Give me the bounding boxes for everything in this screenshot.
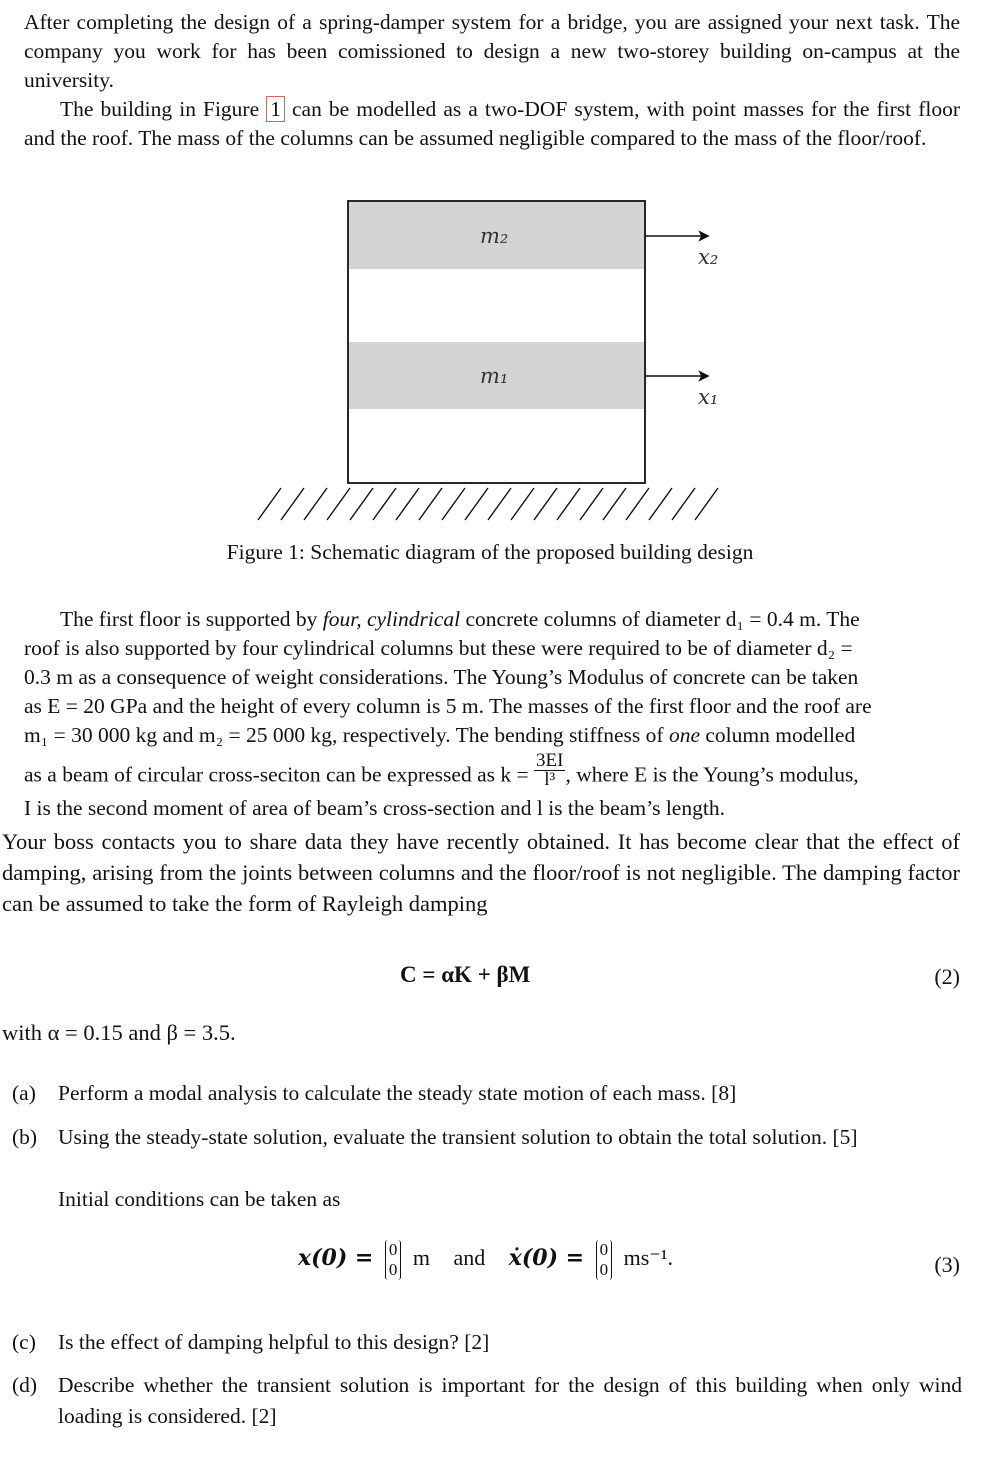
x2-arrow: [645, 232, 708, 240]
x2-label: x₂: [698, 245, 719, 269]
initial-conditions-intro: [12, 1184, 962, 1216]
vector-entry: 0: [599, 1260, 609, 1279]
question-c: [12, 1327, 962, 1359]
columns-line-5: [24, 721, 960, 750]
stiffness-fraction: [534, 752, 565, 789]
stiffness-text: , where E is the Young’s modulus,: [565, 762, 859, 787]
building-text-a: The building in Figure: [60, 97, 267, 121]
question-d: [12, 1370, 962, 1434]
columns-line-4: as E = 20 GPa and the height of every column is 5 m. The masses of the first floor and the roof are: [24, 694, 872, 718]
figure-reference-link[interactable]: 1: [266, 96, 285, 122]
ground-hatch: [258, 488, 718, 520]
x1-label: x₁: [698, 385, 719, 409]
vector-entry: 0: [388, 1240, 398, 1259]
question-a: [12, 1078, 962, 1110]
unit-m: m: [412, 1245, 430, 1271]
equation-number-3: (3): [934, 1252, 960, 1277]
question-label: (a): [12, 1081, 36, 1105]
intro-text: After completing the design of a spring-damper system for a bridge, you are assigned your next task. The company you work for has been comissioned to design a new two-storey building on-campus at the university.: [24, 10, 960, 92]
equation-number-2: (2): [934, 964, 960, 989]
vector-entry: 0: [599, 1240, 609, 1259]
columns-paragraph-rest: [24, 634, 960, 750]
columns-text: The first floor is supported by: [60, 607, 323, 631]
columns-line-1: [24, 605, 960, 634]
question-text: Perform a modal analysis to calculate the steady state motion of each mass. [8]: [58, 1081, 737, 1105]
xdot0-lhs: ẋ(0) =: [508, 1245, 585, 1272]
fraction-denominator: l³: [544, 769, 556, 790]
and-word: and: [453, 1245, 486, 1271]
x0-vector: [385, 1240, 402, 1280]
columns-line-2: roof is also supported by four cylindrical columns but these were required to be of diameter d₂ =: [24, 636, 853, 660]
m1-label: m₁: [480, 364, 509, 388]
question-text: Using the steady-state solution, evaluate the transient solution to obtain the total solution. [5]: [58, 1125, 858, 1149]
question-b: [12, 1122, 962, 1186]
question-text: Is the effect of damping helpful to this design? [2]: [58, 1330, 490, 1354]
rayleigh-equation: C = αK + βM: [400, 962, 531, 987]
columns-line-3: 0.3 m as a consequence of weight considerations. The Young’s Modulus of concrete can be taken: [24, 665, 859, 689]
unit-ms: ms⁻¹.: [623, 1245, 673, 1271]
figure-caption: Figure 1: Schematic diagram of the proposed building design: [226, 540, 754, 564]
building-schematic-svg: [0, 0, 1000, 600]
columns-text: concrete columns of diameter d₁ = 0.4 m. The: [460, 607, 860, 631]
mass-text: column modelled: [699, 723, 856, 747]
one-emphasis: one: [668, 723, 700, 747]
damping-paragraph: Your boss contacts you to share data they have recently obtained. It has become clear that the effect of damping, arising from the joints between columns and the floor/roof is not negligible. The damping factor can be assumed to take the form of Rayleigh damping: [2, 829, 960, 916]
x0-lhs: x(0) =: [298, 1245, 374, 1272]
question-text: Initial conditions can be taken as: [58, 1187, 341, 1211]
stiffness-text: as a beam of circular cross-seciton can be expressed as k =: [24, 762, 534, 787]
columns-paragraph: [24, 605, 960, 634]
second-moment-line: I is the second moment of area of beam’s cross-section and l is the beam’s length.: [24, 796, 725, 820]
m2-label: m₂: [480, 224, 509, 248]
vector-entry: 0: [388, 1260, 398, 1279]
question-label: (b): [12, 1125, 38, 1149]
columns-emphasis: four, cylindrical: [322, 607, 461, 631]
stiffness-line: [24, 750, 960, 795]
fraction-numerator: 3EI: [536, 750, 564, 771]
mass-text: m₁ = 30 000 kg and m₂ = 25 000 kg, respectively. The bending stiffness of: [24, 723, 669, 747]
with-line: with α = 0.15 and β = 3.5.: [2, 1020, 236, 1045]
building-schematic-figure: [0, 0, 1000, 600]
question-text: Describe whether the transient solution is important for the design of this building when only wind loading is considered. [2]: [58, 1373, 962, 1428]
x1-arrow: [645, 372, 708, 380]
building-text-b: can be modelled as a two-DOF system, with point masses for the first floor and the roof. The mass of the columns can be assumed negligible compared to the mass of the floor/roof.: [24, 97, 960, 150]
xdot0-vector: [596, 1240, 613, 1280]
question-label: (c): [12, 1330, 36, 1354]
question-label: (d): [12, 1373, 38, 1397]
initial-conditions-equation: [298, 1240, 673, 1280]
